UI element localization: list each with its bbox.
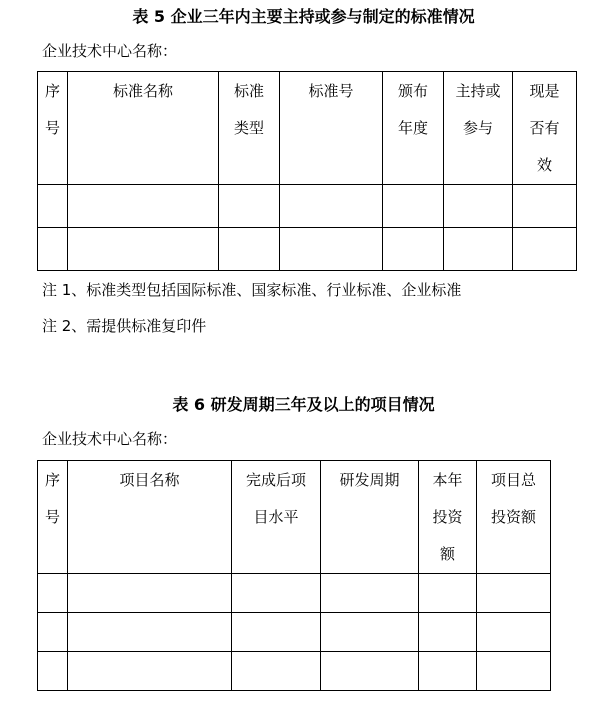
table-cell [38, 185, 68, 228]
table-row [38, 228, 577, 271]
table5-org-label: 企业技术中心名称： [42, 42, 178, 60]
table-cell [419, 574, 477, 613]
header-cell: 标准 类型 [219, 72, 280, 185]
table-cell [38, 574, 68, 613]
table-cell [68, 185, 219, 228]
header-cell: 项目总 投资额 [477, 461, 551, 574]
table-cell [38, 613, 68, 652]
header-cell: 颁布 年度 [383, 72, 444, 185]
standards-table [37, 71, 577, 271]
table-cell [321, 613, 419, 652]
table-cell [280, 228, 383, 271]
table-cell [38, 652, 68, 691]
header-cell: 标准号 [280, 72, 383, 185]
table-cell [280, 185, 383, 228]
table-row [38, 185, 577, 228]
table-cell [477, 613, 551, 652]
table-cell [513, 228, 577, 271]
header-cell: 序 号 [38, 72, 68, 185]
header-cell: 标准名称 [68, 72, 219, 185]
table-header-row [38, 72, 577, 185]
header-cell: 项目名称 [68, 461, 232, 574]
table-cell [383, 185, 444, 228]
table-cell [68, 613, 232, 652]
table-cell [477, 652, 551, 691]
table-cell [68, 652, 232, 691]
table-cell [383, 228, 444, 271]
table-cell [219, 228, 280, 271]
table5-title: 表 5 企业三年内主要主持或参与制定的标准情况 [132, 7, 475, 26]
table6-title: 表 6 研发周期三年及以上的项目情况 [172, 395, 435, 414]
table-cell [321, 574, 419, 613]
table-cell [419, 652, 477, 691]
header-cell: 完成后项 目水平 [232, 461, 321, 574]
table-cell [477, 574, 551, 613]
table-cell [513, 185, 577, 228]
table-cell [232, 613, 321, 652]
table-cell [68, 574, 232, 613]
table6-org-label: 企业技术中心名称： [42, 430, 178, 448]
table-cell [419, 613, 477, 652]
table-header-row [38, 461, 551, 574]
header-cell: 本年 投资 额 [419, 461, 477, 574]
header-cell: 主持或 参与 [444, 72, 513, 185]
table-cell [232, 652, 321, 691]
table-cell [232, 574, 321, 613]
header-cell: 序 号 [38, 461, 68, 574]
header-cell: 现是 否有 效 [513, 72, 577, 185]
header-cell: 研发周期 [321, 461, 419, 574]
table-cell [444, 228, 513, 271]
table-cell [444, 185, 513, 228]
table-cell [321, 652, 419, 691]
projects-table [37, 460, 551, 691]
table-cell [38, 228, 68, 271]
table5-note-2: 注 2、需提供标准复印件 [42, 317, 207, 335]
table-cell [219, 185, 280, 228]
table-row [38, 652, 551, 691]
table5-note-1: 注 1、标准类型包括国际标准、国家标准、行业标准、企业标准 [42, 281, 462, 299]
table-cell [68, 228, 219, 271]
table-row [38, 613, 551, 652]
table-row [38, 574, 551, 613]
